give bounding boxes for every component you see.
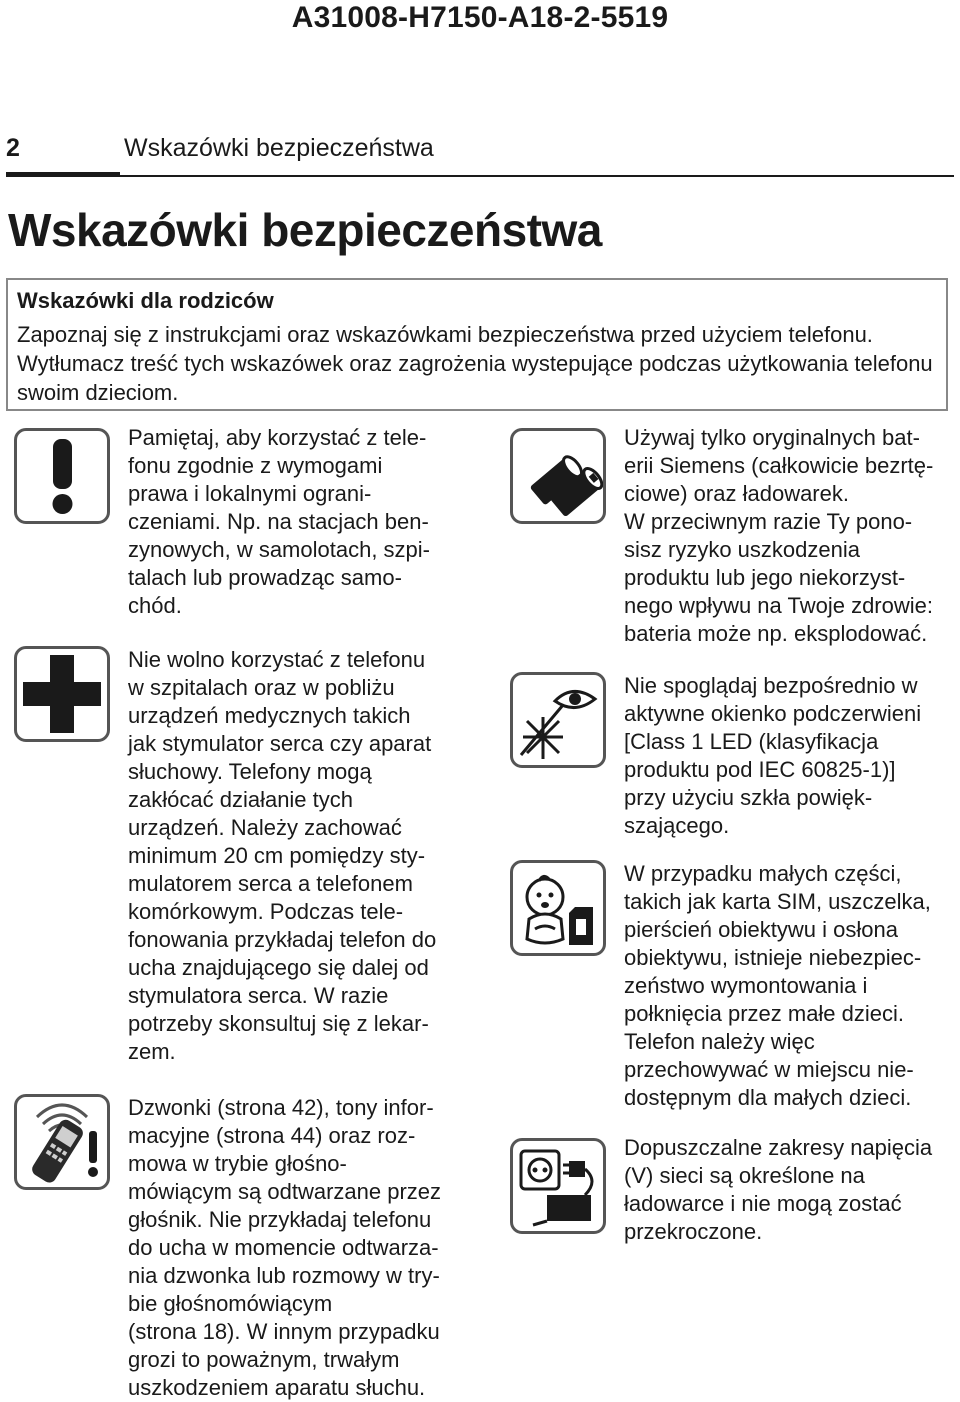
safety-item-legal bbox=[14, 424, 454, 646]
safety-item-small-parts bbox=[510, 860, 950, 1134]
parents-notice-heading: Wskazówki dla rodziców bbox=[17, 288, 274, 313]
exclamation-icon bbox=[14, 428, 110, 524]
right-column bbox=[510, 424, 950, 1246]
header-rule-thick bbox=[6, 172, 120, 177]
battery-icon bbox=[510, 428, 606, 524]
safety-text-voltage: Dopuszczalne zakresy napięcia (V) sieci są określone na ładowarce i nie mogą zostać przekroczone. bbox=[624, 1135, 933, 1244]
safety-text-medical: Nie wolno korzystać z telefonu w szpitalach oraz w pobliżu urządzeń medycznych takich jak stymulator serca czy aparat słuchowy. Telefony mogą zakłócać działanie tych urządzeń. Należy zachować minimum 20 cm pomiędzy sty- mulatorem serca a telefonem komórkowym. Podczas tele- fonowania przykładaj telefon do ucha znajdującego się dalej od stymulatora serca. W razie potrzeby skonsultuj się z lekar- zem. bbox=[128, 647, 437, 1064]
safety-text-legal: Pamiętaj, aby korzystać z tele- fonu zgodnie z wymogami prawa i lokalnymi ograni- czeniami. Np. na stacjach ben- zynowych, w samolotach, szpi- talach lub prowadząc samo- chód. bbox=[128, 425, 430, 618]
safety-item-voltage bbox=[510, 1134, 950, 1246]
eye-infrared-icon bbox=[510, 672, 606, 768]
document-code: A31008-H7150-A18-2-5519 bbox=[291, 1, 669, 34]
safety-item-loudspeaker bbox=[14, 1094, 454, 1402]
page-title: Wskazówki bezpieczeństwa bbox=[8, 204, 602, 256]
safety-item-battery bbox=[510, 424, 950, 672]
power-plug-icon bbox=[510, 1138, 606, 1234]
child-small-parts-icon bbox=[510, 860, 606, 956]
header-section-title: Wskazówki bezpieczeństwa bbox=[124, 134, 434, 162]
safety-text-loudspeaker: Dzwonki (strona 42), tony infor- macyjne (strona 44) oraz roz- mowa w trybie głośno- mówiącym są odtwarzane przez głośnik. Nie przykładaj telefonu do ucha w momencie odtwarza- nia dzwonka lub rozmowy w try- bie głośnomówiącym (strona 18). W innym przypadku grozi to poważnym, trwałym uszkodzeniem aparatu słuchu. bbox=[128, 1095, 442, 1400]
running-header bbox=[6, 130, 954, 180]
left-column bbox=[14, 424, 454, 1402]
medical-cross-icon bbox=[14, 646, 110, 742]
header-rule-thin bbox=[120, 175, 954, 177]
safety-text-battery: Używaj tylko oryginalnych bat- erii Siemens (całkowicie bezrtę- ciowe) oraz ładowarek. W przeciwnym razie Ty pono- sisz ryzyko uszkodzenia produktu lub jego niekorzyst- nego wpływu na Twoje zdrowie: bateria może np. eksplodować. bbox=[624, 425, 934, 646]
safety-text-small-parts: W przypadku małych części, takich jak karta SIM, uszczelka, pierścień obiektywu i osłona obiektywu, istnieje niebezpiec- zeństwo wymontowania i połknięcia przez małe dzieci. Telefon należy więc przechowywać w miejscu nie- dostępnym dla małych dzieci. bbox=[624, 861, 931, 1110]
parents-notice-body: Zapoznaj się z instrukcjami oraz wskazówkami bezpieczeństwa przed użyciem telefonu. Wytłumacz treść tych wskazówek oraz zagrożenia wystepujące podczas użytkowania telefonu swoim dzieciom. bbox=[17, 322, 933, 405]
safety-item-medical bbox=[14, 646, 454, 1094]
parents-notice-box bbox=[6, 278, 948, 411]
safety-text-infrared: Nie spoglądaj bezpośrednio w aktywne okienko podczerwieni [Class 1 LED (klasyfikacja produktu pod IEC 60825-1)] przy użyciu szkła powięk- szającego. bbox=[624, 673, 922, 838]
page-number: 2 bbox=[6, 134, 20, 162]
safety-item-infrared bbox=[510, 672, 950, 860]
loud-phone-warning-icon bbox=[14, 1094, 110, 1190]
